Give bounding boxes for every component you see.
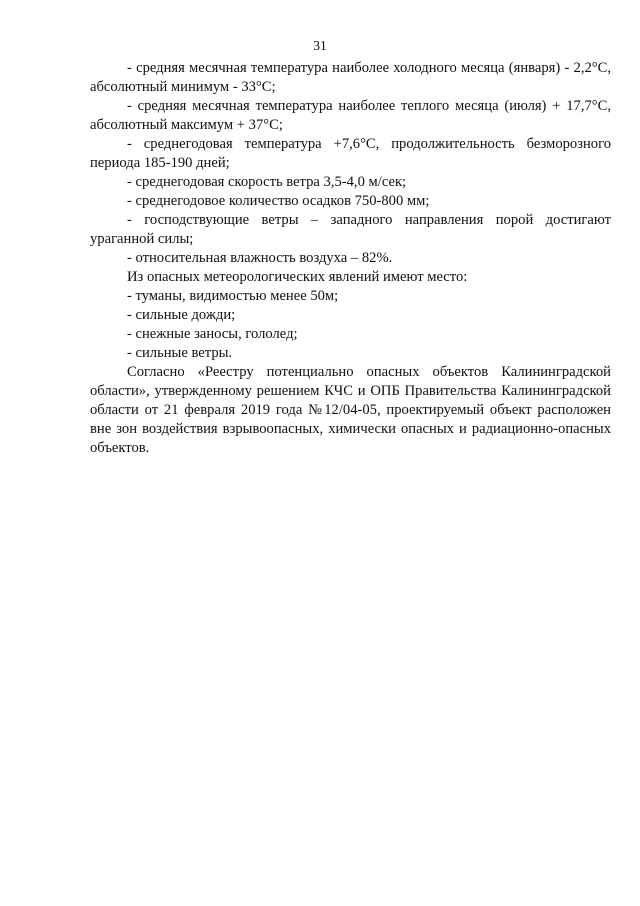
body-text (90, 59, 611, 458)
paragraph-wind-speed: - среднегодовая скорость ветра 3,5-4,0 м/сек; (127, 174, 407, 190)
paragraph-registry: Согласно «Реестру потенциально опасных объектов Калининградской области», утвержденному решением КЧС и ОПБ Правительства Калининградской области от 21 февраля 2019 года №12/04-05, проектируемый объект расположен вне зон воздействия взрывоопасных, химически опасных и радиационно-опасных объектов. (90, 364, 611, 456)
paragraph-precipitation: - среднегодовое количество осадков 750-800 мм; (127, 193, 430, 209)
paragraph-humidity: - относительная влажность воздуха – 82%. (127, 250, 393, 266)
paragraph-strong-winds: - сильные ветры. (127, 345, 233, 361)
paragraph-january-temperature: - средняя месячная температура наиболее холодного месяца (января) - 2,2°С, абсолютный минимум - 33°С; (90, 60, 611, 95)
paragraph-fog: - туманы, видимостью менее 50м; (127, 288, 339, 304)
paragraph-snow-ice: - снежные заносы, гололед; (127, 326, 298, 342)
paragraph-prevailing-winds: - господствующие ветры – западного направления порой достигают ураганной силы; (90, 212, 611, 247)
paragraph-july-temperature: - средняя месячная температура наиболее теплого месяца (июля) + 17,7°С, абсолютный максимум + 37°С; (90, 98, 611, 133)
paragraph-heavy-rain: - сильные дожди; (127, 307, 236, 323)
page-number: 31 (313, 38, 327, 53)
paragraph-hazards-intro: Из опасных метеорологических явлений имеют место: (127, 269, 468, 285)
paragraph-annual-temperature: - среднегодовая температура +7,6°С, продолжительность безморозного периода 185-190 дней; (90, 136, 611, 171)
